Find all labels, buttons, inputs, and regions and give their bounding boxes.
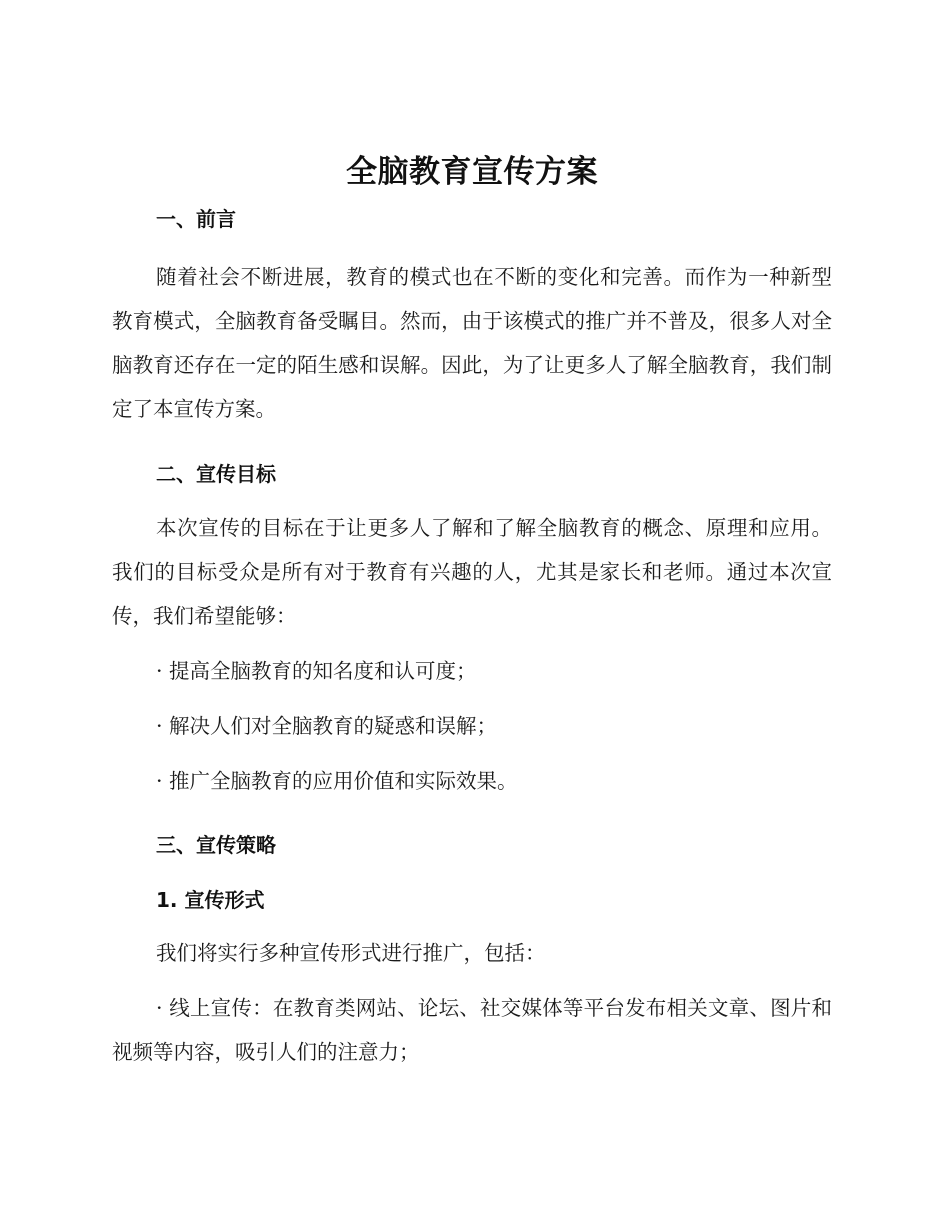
intro-paragraph: 随着社会不断进展，教育的模式也在不断的变化和完善。而作为一种新型教育模式，全脑教育备受瞩目。然而，由于该模式的推广并不普及，很多人对全脑教育还存在一定的陌生感和误解。因此，为了让更多人了解全脑教育，我们制定了本宣传方案。	[112, 265, 832, 421]
goal-bullet-item: · 解决人们对全脑教育的疑惑和误解；	[156, 714, 498, 738]
section-heading-intro: 一、前言	[156, 207, 236, 231]
goal-bullet-item: · 提高全脑教育的知名度和认可度；	[156, 659, 477, 683]
form-bullet-item: · 线上宣传：在教育类网站、论坛、社交媒体等平台发布相关文章、图片和视频等内容，吸引人们的注意力；	[112, 996, 832, 1064]
goal-bullet-item: · 推广全脑教育的应用价值和实际效果。	[156, 769, 518, 793]
section-heading-goal: 二、宣传目标	[156, 462, 276, 486]
section-heading-strategy: 三、宣传策略	[156, 833, 276, 857]
document-title: 全脑教育宣传方案	[346, 154, 598, 190]
goal-paragraph: 本次宣传的目标在于让更多人了解和了解全脑教育的概念、原理和应用。我们的目标受众是所有对于教育有兴趣的人，尤其是家长和老师。通过本次宣传，我们希望能够：	[112, 516, 832, 628]
document-page	[112, 150, 832, 1074]
subsection-heading-form: 1. 宣传形式	[156, 888, 265, 912]
form-paragraph: 我们将实行多种宣传形式进行推广，包括：	[156, 941, 546, 965]
